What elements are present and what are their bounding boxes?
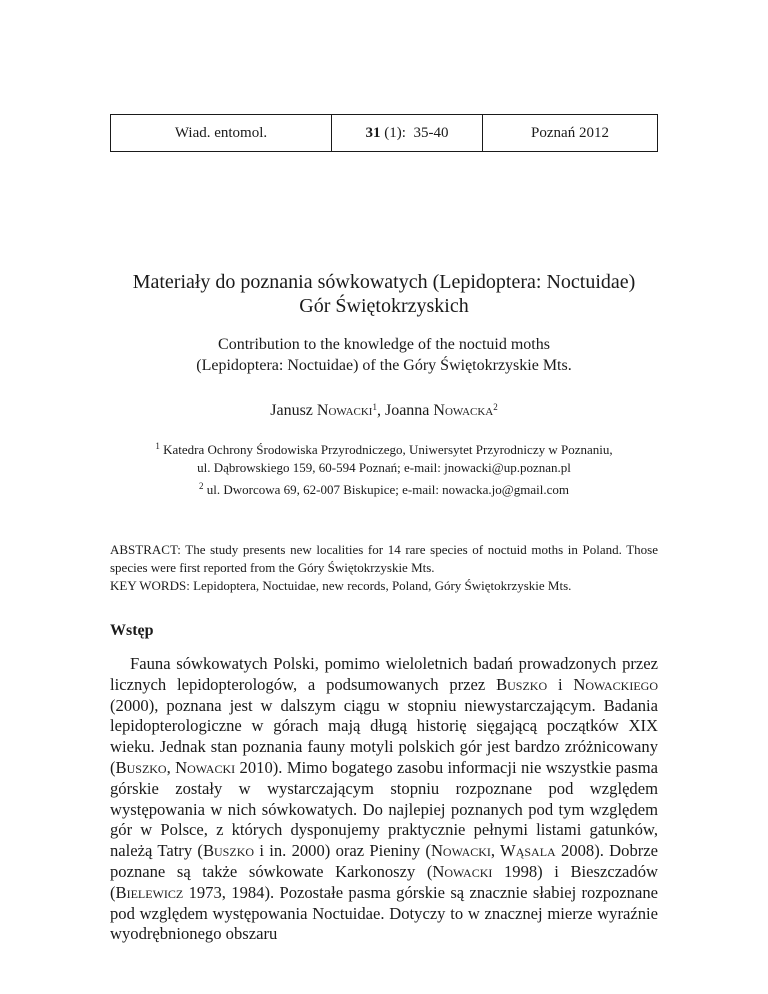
author-1-affiliation-mark: 1 — [372, 402, 377, 412]
keywords-text: Lepidoptera, Noctuidae, new records, Poland, Góry Świętokrzyskie Mts. — [189, 578, 572, 593]
body-text-run: i — [547, 674, 574, 694]
abstract-text: The study presents new localities for 14 rare species of noctuid moths in Poland. Those species were first reported from the Góry Świętokrzyskie Mts. — [110, 542, 658, 575]
english-title — [84, 334, 684, 376]
affiliation-1-mark: 1 — [155, 441, 160, 451]
author-2-last-name: Nowacka — [433, 402, 494, 419]
journal-name-cell — [111, 115, 332, 151]
authors-line — [84, 402, 684, 420]
affiliation-2-text: ul. Dworcowa 69, 62-007 Biskupice; e-mail: nowacka.jo@gmail.com — [206, 482, 569, 497]
body-text-run: 2008). Dobrze poznane są także sówkowate Karkonoszy ( — [110, 841, 658, 881]
place-year: Poznań 2012 — [531, 124, 609, 141]
citation-author: Nowacki, Wąsala — [430, 841, 556, 861]
volume-number: 31 — [365, 124, 381, 141]
article-title-line-2: Gór Świętokrzyskich — [299, 295, 469, 317]
body-text-run: 2010). Mimo bogatego zasobu informacji nie wszystkie pasma górskie zostały w wystarczającym stopniu rozpoznane pod względem występowania w nich sówkowatych. Do najlepiej poznanych pod tym względem gór w Polsce, z których dysponujemy praktycznie pełnymi listami gatunków, należą Tatry ( — [110, 757, 658, 861]
volume-cell — [332, 115, 483, 151]
author-2-first-name: Joanna — [384, 402, 430, 419]
body-text-run: 1973, 1984). Pozostałe pasma górskie są znacznie słabiej rozpoznane pod względem występowania Noctuidae. Dotyczy to w znacznej mierze wyraźnie wyodrębnionego obszaru — [110, 882, 658, 944]
citation-author: Buszko — [496, 674, 548, 694]
affiliation-1-line-2: ul. Dąbrowskiego 159, 60-594 Poznań; e-mail: jnowacki@up.poznan.pl — [197, 460, 571, 475]
citation-author: Nowackiego — [573, 674, 658, 694]
journal-name: Wiad. entomol. — [174, 124, 268, 141]
body-text-run: (2000), poznana jest w dalszym ciągu w stopniu niewystarczającym. Badania lepidopterologiczne w górach mają długą historię sięgającą początków XIX wieku. Jednak stan poznania fauny motyli polskich gór jest bardzo zróżnicowany ( — [110, 695, 658, 777]
affiliation-1 — [90, 437, 678, 477]
section-heading: Wstęp — [110, 622, 154, 639]
keywords-label: KEY WORDS: — [110, 578, 190, 593]
citation-author: Buszko, Nowacki — [115, 757, 236, 777]
body-text-run: Fauna sówkowatych Polski, pomimo wieloletnich badań prowadzonych przez licznych lepidopterologów, a podsumowanych przez — [110, 654, 658, 694]
citation-author: Buszko — [202, 841, 255, 861]
citation-author: Nowacki — [432, 861, 493, 881]
author-1-last-name: Nowacki — [316, 402, 373, 419]
author-1-first-name: Janusz — [270, 402, 313, 419]
issue-pages: (1): 35-40 — [380, 124, 449, 141]
journal-header-table — [110, 114, 658, 152]
abstract — [110, 541, 658, 577]
body-paragraph — [110, 654, 658, 945]
affiliation-2-mark: 2 — [199, 481, 204, 491]
abstract-label: ABSTRACT: — [110, 542, 181, 557]
body-text-run: 1998) i Bieszczadów ( — [110, 861, 659, 902]
author-separator: , — [376, 402, 385, 419]
author-2-affiliation-mark: 2 — [493, 402, 498, 412]
article-title — [84, 270, 684, 318]
body-text-run: i in. 2000) oraz Pieniny ( — [254, 841, 431, 861]
keywords — [110, 577, 658, 595]
english-title-line-1: Contribution to the knowledge of the noctuid moths — [218, 336, 550, 353]
article-title-line-1: Materiały do poznania sówkowatych (Lepidoptera: Noctuidae) — [132, 271, 636, 293]
place-year-cell — [483, 115, 657, 151]
english-title-line-2: (Lepidoptera: Noctuidae) of the Góry Świętokrzyskie Mts. — [196, 357, 572, 374]
citation-author: Bielewicz — [115, 882, 184, 902]
affiliation-2 — [90, 477, 678, 499]
affiliation-1-line-1: Katedra Ochrony Środowiska Przyrodniczego, Uniwersytet Przyrodniczy w Poznaniu, — [163, 442, 613, 457]
